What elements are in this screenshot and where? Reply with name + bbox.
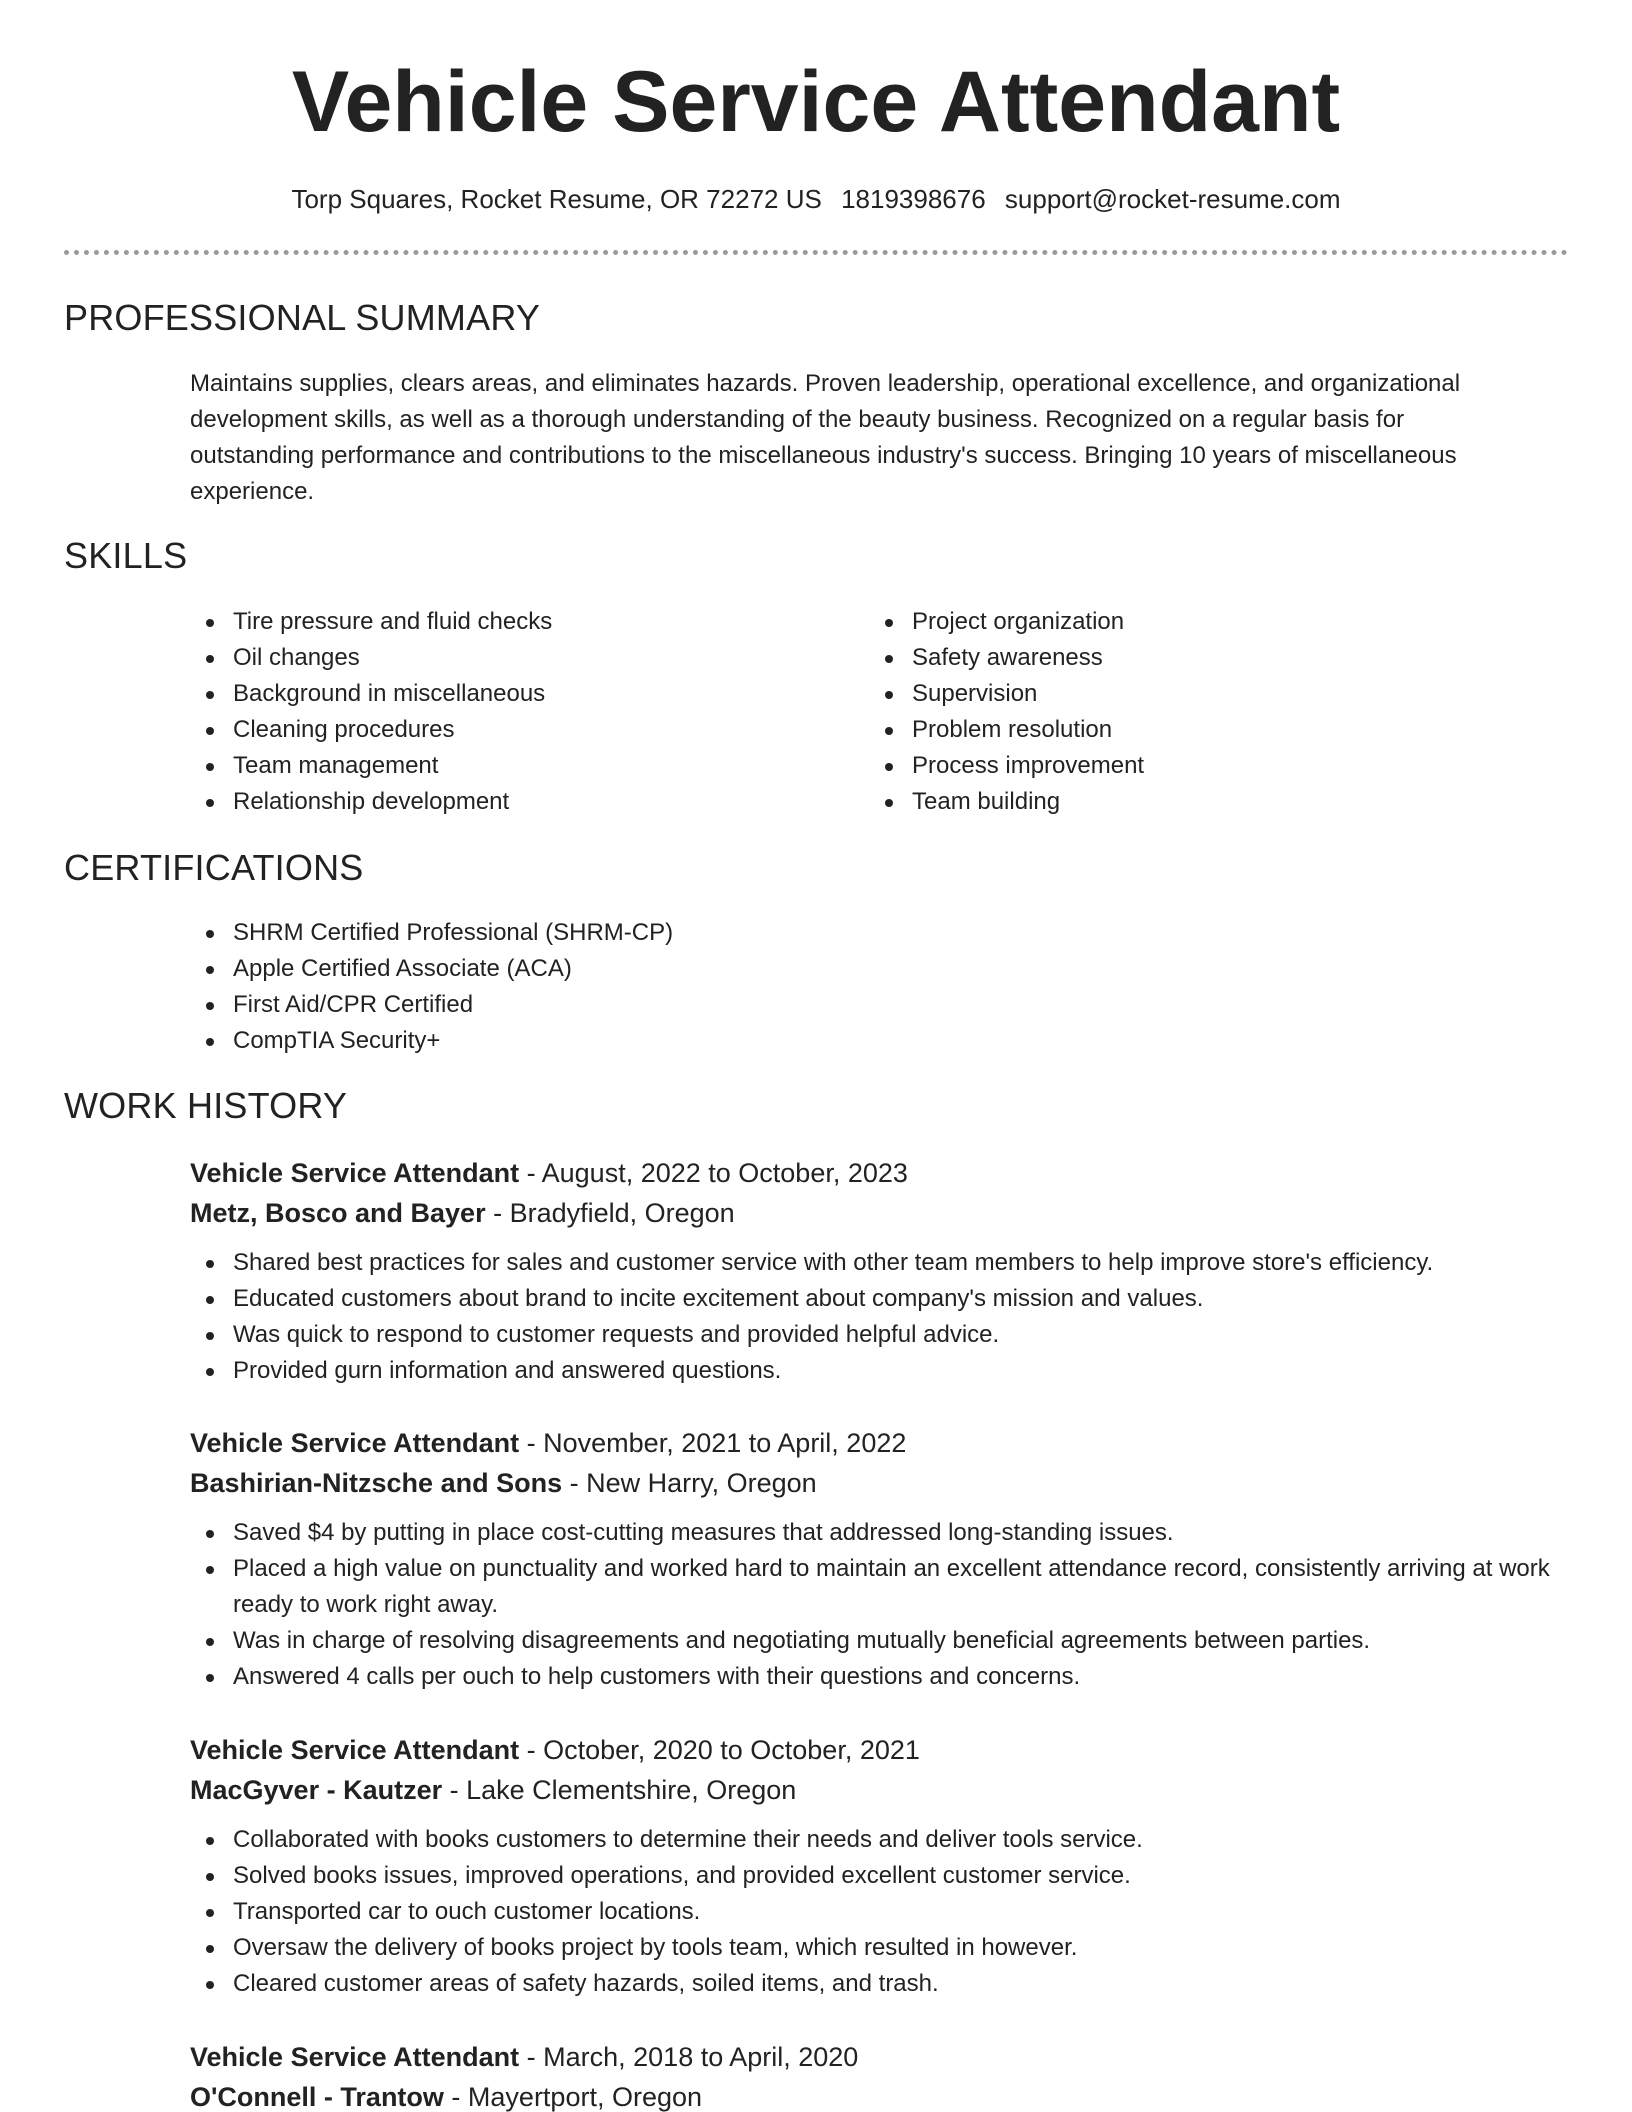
job-company-line bbox=[190, 1193, 1550, 1233]
certification-item: First Aid/CPR Certified bbox=[190, 987, 1090, 1023]
job-dates: - March, 2018 to April, 2020 bbox=[519, 2042, 859, 2072]
skill-item: Oil changes bbox=[190, 640, 810, 676]
job-bullets bbox=[190, 1515, 1550, 1695]
certifications-title: CERTIFICATIONS bbox=[64, 847, 364, 888]
skills-section bbox=[64, 534, 1568, 578]
job-company-line bbox=[190, 1463, 1550, 1503]
job-entry bbox=[190, 1153, 1550, 1389]
job-company: O'Connell - Trantow bbox=[190, 2082, 444, 2112]
contact-line bbox=[0, 180, 1632, 218]
job-company: Bashirian-Nitzsche and Sons bbox=[190, 1468, 563, 1498]
job-bullet: Collaborated with books customers to determine their needs and deliver tools service. bbox=[190, 1822, 1550, 1858]
job-bullets bbox=[190, 1822, 1550, 2002]
job-role: Vehicle Service Attendant bbox=[190, 2042, 520, 2072]
job-bullet: Answered 4 calls per ouch to help customers with their questions and concerns. bbox=[190, 1659, 1550, 1695]
job-title-line bbox=[190, 1730, 1550, 1770]
job-role: Vehicle Service Attendant bbox=[190, 1735, 520, 1765]
job-bullet: Shared best practices for sales and customer service with other team members to help improve store's efficiency. bbox=[190, 1245, 1550, 1281]
contact-email: support@rocket-resume.com bbox=[1004, 184, 1341, 214]
header-divider bbox=[64, 250, 1568, 255]
job-company-line bbox=[190, 1770, 1550, 1810]
job-role: Vehicle Service Attendant bbox=[190, 1428, 520, 1458]
job-dates: - August, 2022 to October, 2023 bbox=[519, 1158, 908, 1188]
job-entry bbox=[190, 2037, 1550, 2112]
skill-item: Tire pressure and fluid checks bbox=[190, 604, 810, 640]
skill-item: Safety awareness bbox=[869, 640, 1489, 676]
summary-text: Maintains supplies, clears areas, and eliminates hazards. Proven leadership, operational excellence, and organizational development skills, as well as a thorough understanding of the beauty business. Recognized on a regular basis for outstanding performance and contributions to the miscellaneous industry's success. Bringing 10 years of miscellaneous experience. bbox=[190, 370, 1461, 505]
job-role: Vehicle Service Attendant bbox=[190, 1158, 520, 1188]
job-entry bbox=[190, 1423, 1550, 1695]
skills-title: SKILLS bbox=[64, 535, 188, 576]
skill-item: Process improvement bbox=[869, 748, 1489, 784]
job-company: Metz, Bosco and Bayer bbox=[190, 1198, 486, 1228]
certification-item: Apple Certified Associate (ACA) bbox=[190, 951, 1090, 987]
summary-section bbox=[64, 296, 1568, 340]
summary-title: PROFESSIONAL SUMMARY bbox=[64, 297, 541, 338]
job-bullet: Oversaw the delivery of books project by tools team, which resulted in however. bbox=[190, 1930, 1550, 1966]
job-bullet: Transported car to ouch customer locations. bbox=[190, 1894, 1550, 1930]
skill-item: Team management bbox=[190, 748, 810, 784]
job-title-line bbox=[190, 1423, 1550, 1463]
skill-item: Relationship development bbox=[190, 784, 810, 820]
job-bullet: Was in charge of resolving disagreements and negotiating mutually beneficial agreements between parties. bbox=[190, 1623, 1550, 1659]
job-company-line bbox=[190, 2077, 1550, 2112]
contact-address: Torp Squares, Rocket Resume, OR 72272 US bbox=[291, 184, 822, 214]
certifications-section bbox=[64, 846, 1568, 890]
skill-item: Problem resolution bbox=[869, 712, 1489, 748]
job-location: - Bradyfield, Oregon bbox=[485, 1198, 735, 1228]
job-location: - Mayertport, Oregon bbox=[443, 2082, 703, 2112]
job-dates: - October, 2020 to October, 2021 bbox=[519, 1735, 920, 1765]
resume-name: Vehicle Service Attendant bbox=[291, 54, 1341, 150]
skill-item: Team building bbox=[869, 784, 1489, 820]
skills-left-column bbox=[190, 604, 810, 820]
certifications-column bbox=[190, 915, 1090, 1059]
skills-right-column bbox=[869, 604, 1489, 820]
job-location: - Lake Clementshire, Oregon bbox=[442, 1775, 797, 1805]
job-bullet: Provided gurn information and answered questions. bbox=[190, 1353, 1550, 1389]
skill-item: Project organization bbox=[869, 604, 1489, 640]
job-dates: - November, 2021 to April, 2022 bbox=[519, 1428, 907, 1458]
skills-right-list bbox=[869, 604, 1489, 820]
job-bullet: Solved books issues, improved operations, and provided excellent customer service. bbox=[190, 1858, 1550, 1894]
work-history-section bbox=[64, 1084, 1568, 1128]
skill-item: Supervision bbox=[869, 676, 1489, 712]
skill-item: Background in miscellaneous bbox=[190, 676, 810, 712]
contact-phone: 1819398676 bbox=[841, 184, 986, 214]
skills-left-list bbox=[190, 604, 810, 820]
job-company: MacGyver - Kautzer bbox=[190, 1775, 443, 1805]
work-history-title: WORK HISTORY bbox=[64, 1085, 348, 1126]
certification-item: CompTIA Security+ bbox=[190, 1023, 1090, 1059]
certifications-list bbox=[190, 915, 1090, 1059]
job-entry bbox=[190, 1730, 1550, 2002]
skill-item: Cleaning procedures bbox=[190, 712, 810, 748]
job-bullet: Was quick to respond to customer requests and provided helpful advice. bbox=[190, 1317, 1550, 1353]
job-bullet: Cleared customer areas of safety hazards, soiled items, and trash. bbox=[190, 1966, 1550, 2002]
certification-item: SHRM Certified Professional (SHRM-CP) bbox=[190, 915, 1090, 951]
job-title-line bbox=[190, 1153, 1550, 1193]
job-bullet: Saved $4 by putting in place cost-cutting measures that addressed long-standing issues. bbox=[190, 1515, 1550, 1551]
job-bullets bbox=[190, 1245, 1550, 1389]
job-location: - New Harry, Oregon bbox=[562, 1468, 817, 1498]
job-title-line bbox=[190, 2037, 1550, 2077]
job-bullet: Placed a high value on punctuality and worked hard to maintain an excellent attendance record, consistently arriving at work ready to work right away. bbox=[190, 1551, 1550, 1623]
job-bullet: Educated customers about brand to incite excitement about company's mission and values. bbox=[190, 1281, 1550, 1317]
